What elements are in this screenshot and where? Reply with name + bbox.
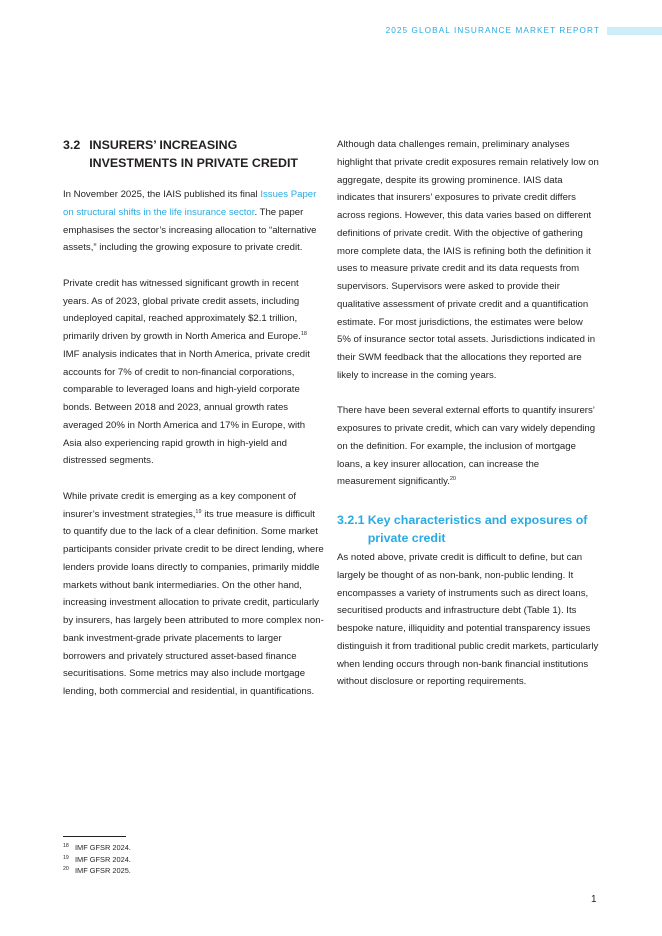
paragraph-private-credit-definition — [63, 488, 325, 701]
footnote-ref-18: 18 — [300, 331, 307, 337]
footnote-ref-19: 19 — [195, 508, 202, 515]
footnotes — [63, 842, 131, 877]
paragraph-text: . The paper emphasises the sector’s increasing allocation to “alternative assets,” including the growing exposure to private credit. — [63, 206, 317, 254]
paragraph-text: IMF analysis indicates that in North America, private credit accounts for 7% of credit to non-financial corporations, comparable to leveraged loans and high-yield corporate bonds. Between 2018 and 2023, annual growth rates averaged 20% in North America and 17% in Europe, with Asia also experiencing rapid growth in high-yield and distressed segments. — [63, 348, 310, 467]
section-number: 3.2 — [63, 138, 81, 152]
footnote-number: 19 — [63, 854, 69, 861]
report-header-title: 2025 GLOBAL INSURANCE MARKET REPORT — [385, 26, 600, 35]
footnote-text: IMF GFSR 2024. — [75, 854, 131, 864]
footnote-divider — [63, 836, 126, 837]
footnote-item — [63, 842, 131, 854]
paragraph-iais-issues-paper — [63, 186, 325, 257]
left-column — [63, 136, 325, 701]
footnote-ref-20: 20 — [449, 476, 456, 483]
paragraph-data-challenges: Although data challenges remain, preliminary analyses highlight that private credit exposures remain relatively low on aggregate, despite its growing prominence. IAIS data indicates that insurers’ exposures to private credit differs across regions. However, this data varies based on different definitions of private credit. With the objective of gathering more complete data, the IAIS is refining both the definition it uses to measure private credit and its data requests from supervisors. Supervisors were asked to provide their qualitative assessment of private credit and a quantification estimate. For most jurisdictions, the estimates were below 5% of insurance sector total assets. Jurisdictions indicated in their SWM feedback that the allocations they reported are likely to increase in the coming years. — [337, 139, 599, 381]
footnote-number: 18 — [63, 843, 69, 849]
footnote-item — [63, 865, 131, 877]
paragraph-key-characteristics: As noted above, private credit is difficult to define, but can largely be thought of as non-bank, non-public lending. It encompasses a variety of instruments such as direct loans, securitised products and infrastructure debt (Table 1). Its bespoke nature, illiquidity and potential transparency issues distinguish it from traditional public credit markets, particularly when lending occurs through non-bank financial institutions without disclosure or reporting requirements. — [337, 552, 599, 688]
paragraph-text: its true measure is difficult to quantify due to the lack of a clear definition. Some market participants consider private credit to be direct lending, where lenders provide loans directly to companies, primarily middle markets without bank intermediaries. On the other hand, increasing investment allocation to private credit, particularly by insurers, has largely been attributed to more complex non-bank investment-grade private placements to larger borrowers and privately structured asset-based finance securitisations. Some metrics may also include mortgage lending, both commercial and residential, in quantifications. — [63, 508, 324, 697]
footnote-number: 20 — [63, 866, 69, 873]
subsection-title: Key characteristics and exposures of private credit — [367, 513, 588, 545]
right-column — [337, 136, 599, 691]
section-title: INSURERS’ INCREASING INVESTMENTS IN PRIVATE CREDIT — [89, 138, 299, 170]
paragraph-text: In November 2025, the IAIS published its final — [63, 189, 261, 200]
paragraph-text: There have been several external efforts to quantify insurers’ exposures to private credit, which can vary widely depending on the definition. For example, the inclusion of mortgage loans, a key insurer allocation, can increase the measurement significantly. — [337, 405, 596, 488]
subsection-number: 3.2.1 — [337, 513, 365, 527]
issues-paper-link[interactable]: Issues Paper on structural shifts in the life insurance sector — [63, 189, 317, 218]
footnote-item — [63, 854, 131, 866]
subsection-heading — [337, 511, 599, 547]
page-number: 1 — [591, 894, 597, 905]
footnote-text: IMF GFSR 2025. — [75, 866, 131, 876]
paragraph-text: Private credit has witnessed significant growth in recent years. As of 2023, global private credit assets, including undeployed capital, reached approximately $2.1 trillion, primarily driven by growth in North America and Europe. — [63, 277, 301, 342]
header-accent-bar — [607, 27, 662, 35]
footnote-text: IMF GFSR 2024. — [75, 843, 131, 852]
paragraph-text: While private credit is emerging as a key component of insurer’s investment strategies, — [63, 490, 297, 520]
paragraph-private-credit-growth — [63, 275, 325, 470]
section-heading — [63, 136, 325, 172]
paragraph-external-efforts — [337, 402, 599, 491]
